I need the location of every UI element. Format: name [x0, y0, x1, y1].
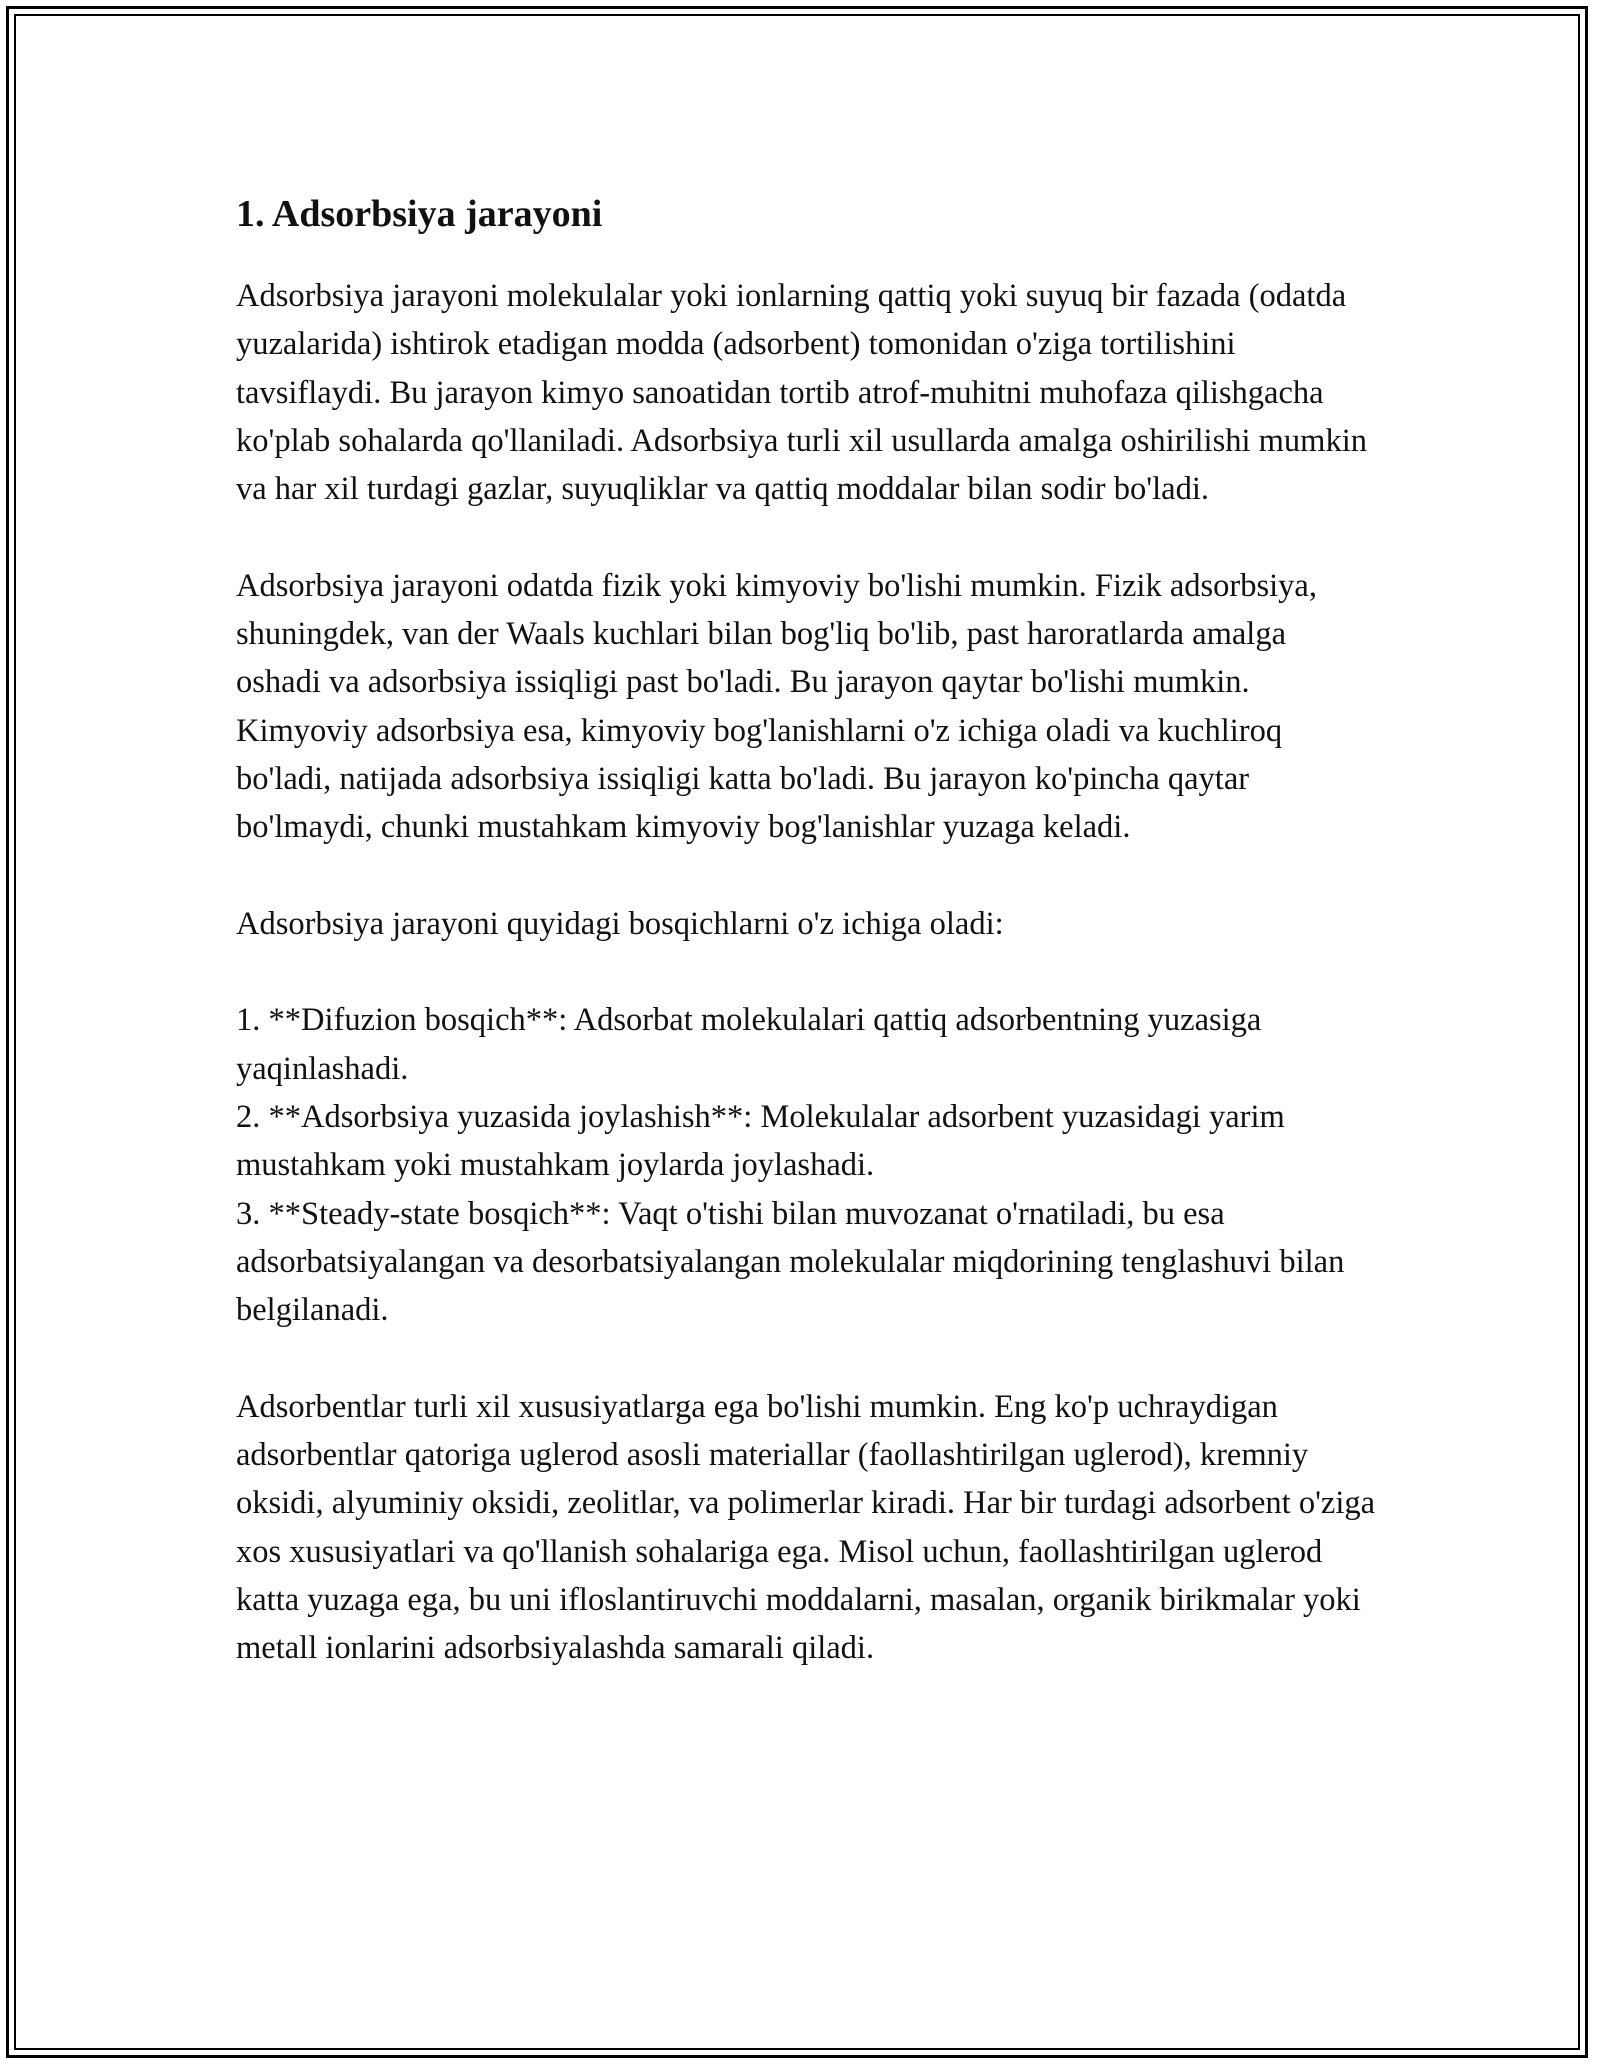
stages-list — [236, 996, 1376, 1334]
paragraph-adsorption-types: Adsorbsiya jarayoni odatda fizik yoki kimyoviy bo'lishi mumkin. Fizik adsorbsiya, shuningdek, van der Waals kuchlari bilan bog'liq bo'lib, past haroratlarda amalga oshadi va adsorbsiya issiqligi past bo'ladi. Bu jarayon qaytar bo'lishi mumkin. Kimyoviy adsorbsiya esa, kimyoviy bog'lanishlarni o'z ichiga oladi va kuchliroq bo'ladi, natijada adsorbsiya issiqligi katta bo'ladi. Bu jarayon ko'pincha qaytar bo'lmaydi, chunki mustahkam kimyoviy bog'lanishlar yuzaga keladi. — [236, 567, 1317, 846]
list-item: 2. **Adsorbsiya yuzasida joylashish**: Molekulalar adsorbent yuzasidagi yarim mustahkam yoki mustahkam joylarda joylashadi. — [236, 1099, 1285, 1184]
paragraph-gap — [236, 1335, 1376, 1383]
paragraph-intro: Adsorbsiya jarayoni molekulalar yoki ionlarning qattiq yoki suyuq bir fazada (odatda yuzalarida) ishtirok etadigan modda (adsorbent) tomonidan o'ziga tortilishini tavsiflaydi. Bu jarayon kimyo sanoatidan tortib atrof-muhitni muhofaza qilishgacha ko'plab sohalarda qo'llaniladi. Adsorbsiya turli xil usullarda amalga oshirilishi mumkin va har xil turdagi gazlar, suyuqliklar va qattiq moddalar bilan sodir bo'ladi. — [236, 278, 1367, 508]
paragraph-gap — [236, 948, 1376, 996]
paragraph-gap — [236, 852, 1376, 900]
section-heading: 1. Adsorbsiya jarayoni — [236, 193, 603, 235]
document-body — [236, 186, 1376, 1673]
paragraph-stages-intro: Adsorbsiya jarayoni quyidagi bosqichlarni o'z ichiga oladi: — [236, 905, 1004, 942]
paragraph-gap — [236, 513, 1376, 561]
list-item: 1. **Difuzion bosqich**: Adsorbat molekulalari qattiq adsorbentning yuzasiga yaqinlashadi. — [236, 1002, 1262, 1087]
list-item: 3. **Steady-state bosqich**: Vaqt o'tishi bilan muvozanat o'rnatiladi, bu esa adsorbatsiyalangan va desorbatsiyalangan molekulalar miqdorining tenglashuvi bilan belgilanadi. — [236, 1195, 1345, 1329]
paragraph-adsorbents: Adsorbentlar turli xil xususiyatlarga ega bo'lishi mumkin. Eng ko'p uchraydigan adsorbentlar qatoriga uglerod asosli materiallar (faollashtirilgan uglerod), kremniy oksidi, alyuminiy oksidi, zeolitlar, va polimerlar kiradi. Har bir turdagi adsorbent o'ziga xos xususiyatlari va qo'llanish sohalariga ega. Misol uchun, faollashtirilgan uglerod katta yuzaga ega, bu uni ifloslantiruvchi moddalarni, masalan, organik birikmalar yoki metall ionlarini adsorbsiyalashda samarali qiladi. — [236, 1388, 1376, 1667]
